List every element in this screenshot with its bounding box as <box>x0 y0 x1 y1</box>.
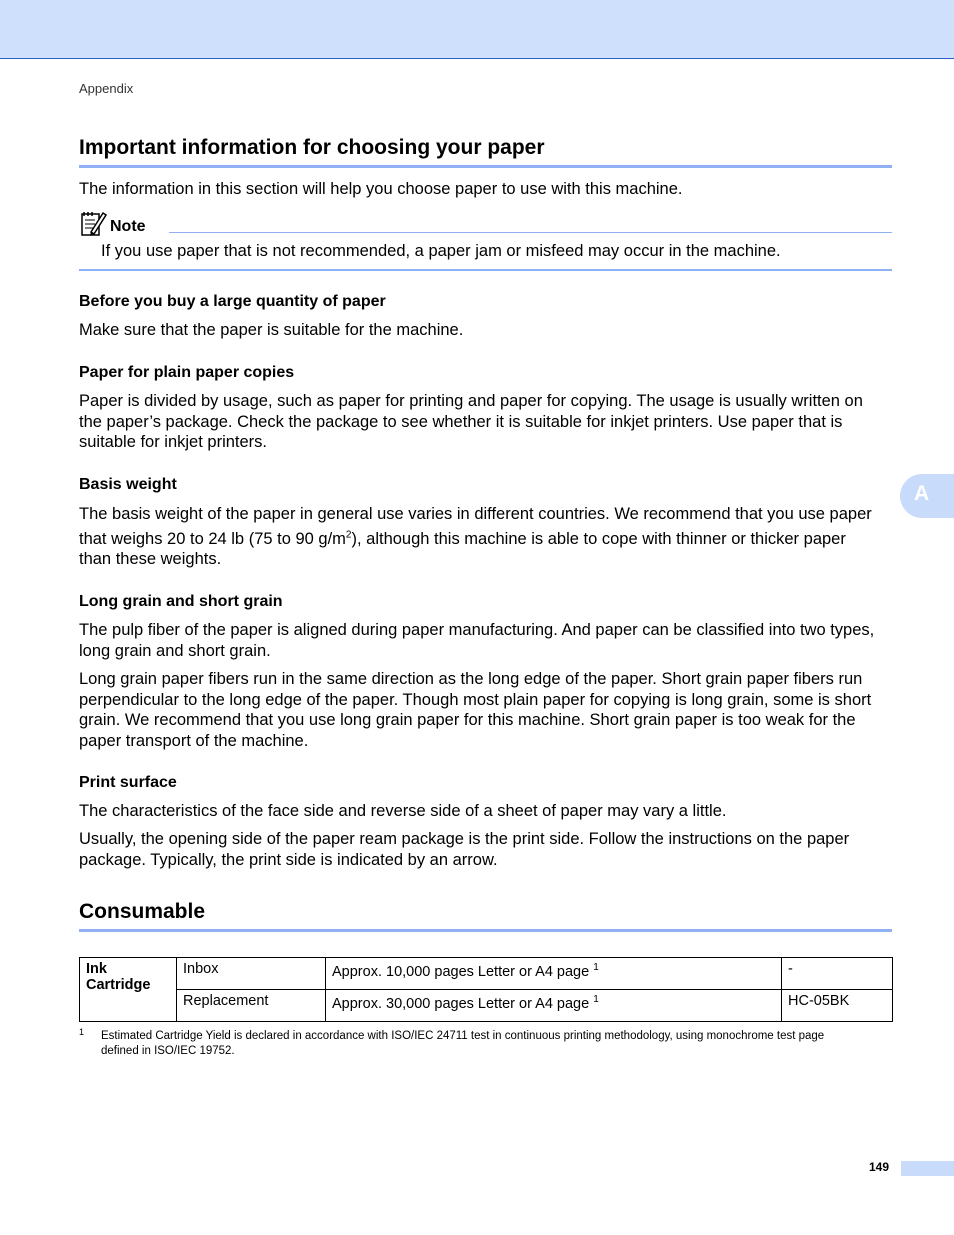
superscript: 2 <box>345 529 352 540</box>
paragraph-plain <box>79 391 892 453</box>
note-bottom-rule <box>79 269 892 271</box>
table-row <box>80 958 893 990</box>
page-number: 149 <box>869 1160 890 1174</box>
table-cell-model: HC-05BK <box>782 990 893 1022</box>
appendix-side-tab <box>900 474 954 518</box>
text-line: Estimated Cartridge Yield is declared in accordance with ISO/IEC 24711 test in continuous printing methodology, using monochrome test page <box>101 1030 825 1042</box>
footnote-ref: 1 <box>593 994 599 1006</box>
paragraph-surface-2 <box>79 829 892 870</box>
text-line: the paper’s package. Check the package to see whether it is suitable for inkjet printers. Use paper that is <box>79 412 843 431</box>
subsection-title-bulk: Before you buy a large quantity of paper <box>79 293 386 310</box>
footnote-text <box>101 1029 892 1059</box>
text-line: perpendicular to the long edge of the paper. Though most plain paper for copying is long grain, some is short <box>79 690 872 709</box>
note-divider <box>169 232 892 233</box>
note-label: Note <box>110 218 146 235</box>
section-intro: The information in this section will help you choose paper to use with this machine. <box>79 180 683 198</box>
paragraph-grain-2 <box>79 669 892 751</box>
text-line: grain. We recommend that you use long grain paper for this machine. Short grain paper is too weak for the <box>79 711 856 729</box>
table-cell-yield <box>326 990 782 1022</box>
table-cell-yield <box>326 958 782 990</box>
note-text: If you use paper that is not recommended, a paper jam or misfeed may occur in the machine. <box>101 242 781 260</box>
text-line: long grain and short grain. <box>79 641 271 660</box>
header-band <box>0 0 954 59</box>
table-cell-model: - <box>782 958 893 990</box>
table-cell-type: Inbox <box>177 958 326 990</box>
section-title-paper: Important information for choosing your paper <box>79 136 892 168</box>
item-line: Ink <box>86 961 107 977</box>
subsection-title-plain: Paper for plain paper copies <box>79 364 295 381</box>
consumable-table <box>79 957 893 1022</box>
footnote-number: 1 <box>79 1027 85 1037</box>
subsection-title-basis: Basis weight <box>79 476 177 493</box>
text-line: Paper is divided by usage, such as paper for printing and paper for copying. The usage is usually written on <box>79 392 863 410</box>
section-title-consumable: Consumable <box>79 900 892 932</box>
table-row <box>80 990 893 1022</box>
yield-text: Approx. 30,000 pages Letter or A4 page <box>332 996 590 1012</box>
text-line: Long grain paper fibers run in the same direction as the long edge of the paper. Short grain paper fibers run <box>79 670 863 688</box>
text-segment: that weighs 20 to 24 lb (75 to 90 g/m <box>79 529 346 548</box>
text-line-with-superscript <box>79 529 892 550</box>
item-line: Cartridge <box>86 977 151 993</box>
paragraph-basis <box>79 504 892 570</box>
note-pencil-icon <box>79 210 107 238</box>
footnote-ref: 1 <box>593 962 599 974</box>
text-line: than these weights. <box>79 550 222 568</box>
subsection-title-grain: Long grain and short grain <box>79 593 283 610</box>
text-line: suitable for inkjet printers. <box>79 433 268 451</box>
text-line: paper transport of the machine. <box>79 731 309 750</box>
text-line: package. Typically, the print side is indicated by an arrow. <box>79 850 498 869</box>
breadcrumb: Appendix <box>79 81 134 96</box>
yield-text: Approx. 10,000 pages Letter or A4 page <box>332 964 590 980</box>
paragraph-surface-1: The characteristics of the face side and reverse side of a sheet of paper may vary a little. <box>79 802 727 820</box>
text-line: The basis weight of the paper in general use varies in different countries. We recommend that you use paper <box>79 505 872 523</box>
page-number-tab <box>901 1161 954 1176</box>
table-cell-type: Replacement <box>177 990 326 1022</box>
paragraph-grain-1 <box>79 620 892 661</box>
text-line: defined in ISO/IEC 19752. <box>101 1045 235 1057</box>
text-segment: ), although this machine is able to cope with thinner or thicker paper <box>351 529 846 548</box>
subsection-title-surface: Print surface <box>79 774 177 791</box>
text-line: The pulp fiber of the paper is aligned during paper manufacturing. And paper can be classified into two types, <box>79 621 875 639</box>
paragraph-bulk: Make sure that the paper is suitable for the machine. <box>79 321 464 339</box>
side-tab-label: A <box>914 482 930 505</box>
table-cell-item <box>80 958 177 1022</box>
text-line: Usually, the opening side of the paper ream package is the print side. Follow the instructions on the paper <box>79 830 850 848</box>
